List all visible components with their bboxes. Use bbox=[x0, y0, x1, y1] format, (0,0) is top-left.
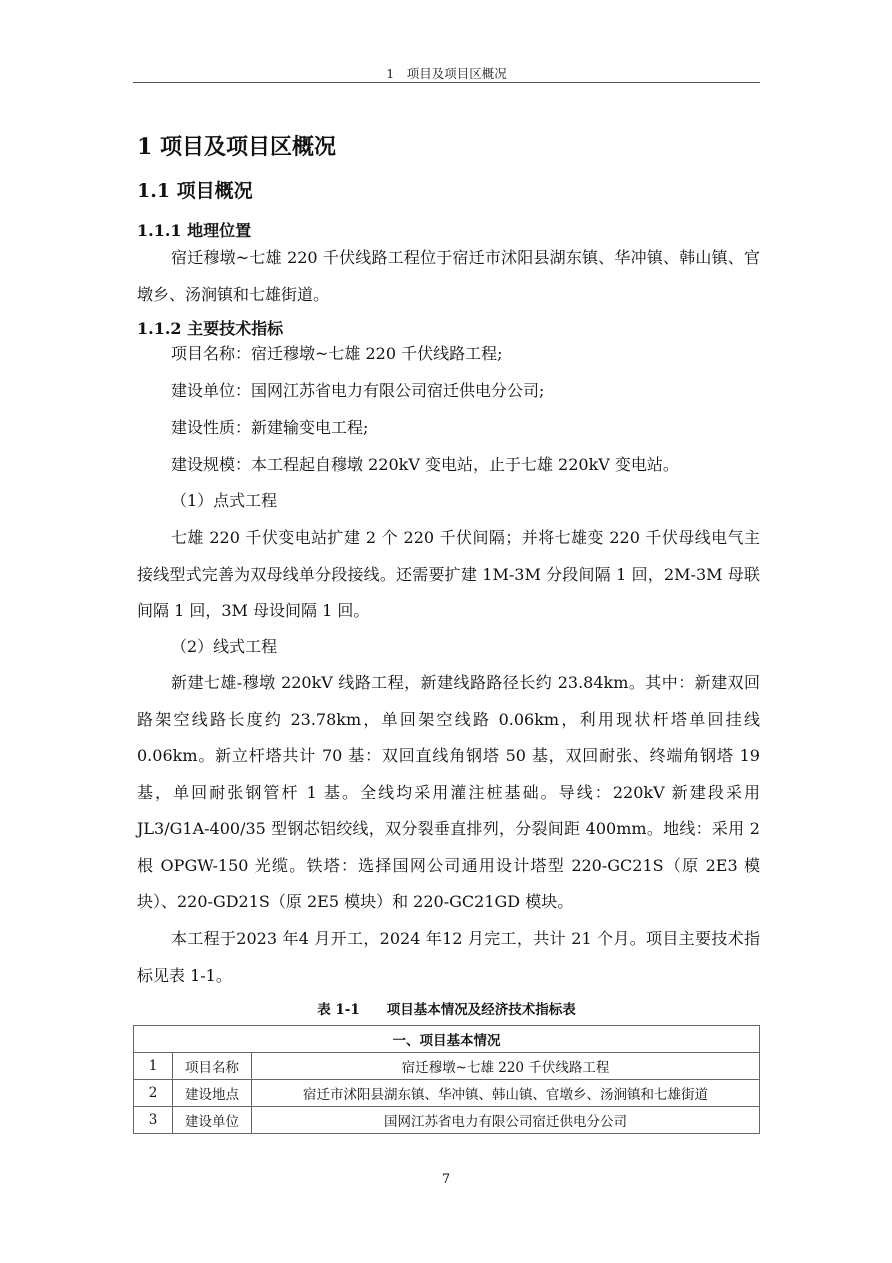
row-value: 国网江苏省电力有限公司宿迁供电分公司 bbox=[252, 1107, 760, 1134]
row-number: 3 bbox=[134, 1107, 173, 1134]
schedule-paragraph: 本工程于2023 年4 月开工，2024 年12 月完工，共计 21 个月。项目主要技术指标见表 1-1。 bbox=[137, 929, 760, 985]
project-info-table bbox=[133, 1025, 760, 1134]
running-header: 1 项目及项目区概况 bbox=[386, 66, 507, 81]
table-row bbox=[134, 1107, 760, 1134]
subsection-title-indicators: 1.1.2 主要技术指标 bbox=[137, 319, 284, 338]
point-project-paragraph: 七雄 220 千伏变电站扩建 2 个 220 千伏间隔；并将七雄变 220 千伏母线电气主接线型式完善为双母线单分段接线。还需要扩建 1M-3M 分段间隔 1 回，2M-3M 母联间隔 1 回，3M 母设间隔 1 回。 bbox=[137, 528, 760, 620]
line-project-paragraph: 新建七雄-穆墩 220kV 线路工程，新建线路路径长约 23.84km。其中：新建双回路架空线路长度约 23.78km，单回架空线路 0.06km，利用现状杆塔单回挂线 0.06km。新立杆塔共计 70 基：双回直线角钢塔 50 基，双回耐张、终端角钢塔 19 基，单回耐张钢管杆 1 基。全线均采用灌注桩基础。导线：220kV 新建段采用 JL3/G1A-400/35 型钢芯铝绞线，双分裂垂直排列，分裂间距 400mm。地线：采用 2 根 OPGW-150 光缆。铁塔：选择国网公司通用设计塔型 220-GC21S（原 2E3 模块）、220-GD21S（原 2E5 模块）和 220-GC21GD 模块。 bbox=[137, 673, 760, 911]
line-project-title: （2）线式工程 bbox=[171, 637, 278, 656]
table-section-title: 一、项目基本情况 bbox=[134, 1026, 760, 1053]
row-number: 2 bbox=[134, 1080, 173, 1107]
row-label: 项目名称 bbox=[173, 1053, 252, 1080]
row-number: 1 bbox=[134, 1053, 173, 1080]
location-paragraph: 宿迁穆墩~七雄 220 千伏线路工程位于宿迁市沭阳县湖东镇、华冲镇、韩山镇、官墩乡、汤涧镇和七雄街道。 bbox=[137, 248, 760, 304]
table-row bbox=[134, 1053, 760, 1080]
header-divider bbox=[133, 82, 760, 83]
row-label: 建设地点 bbox=[173, 1080, 252, 1107]
row-value: 宿迁穆墩~七雄 220 千伏线路工程 bbox=[252, 1053, 760, 1080]
chapter-title: 1 项目及项目区概况 bbox=[137, 134, 336, 160]
row-label: 建设单位 bbox=[173, 1107, 252, 1134]
subsection-title-location: 1.1.1 地理位置 bbox=[137, 221, 252, 240]
table-caption: 表 1-1 项目基本情况及经济技术指标表 bbox=[317, 1002, 576, 1018]
nature-line: 建设性质：新建输变电工程; bbox=[171, 418, 369, 437]
table-row bbox=[134, 1080, 760, 1107]
scale-line: 建设规模：本工程起自穆墩 220kV 变电站，止于七雄 220kV 变电站。 bbox=[171, 455, 679, 474]
builder-line: 建设单位：国网江苏省电力有限公司宿迁供电分公司; bbox=[171, 381, 545, 400]
page-number: 7 bbox=[441, 1172, 451, 1187]
point-project-title: （1）点式工程 bbox=[171, 491, 278, 510]
project-name-line: 项目名称：宿迁穆墩~七雄 220 千伏线路工程; bbox=[171, 344, 503, 363]
section-title: 1.1 项目概况 bbox=[137, 180, 253, 202]
row-value: 宿迁市沭阳县湖东镇、华冲镇、韩山镇、官墩乡、汤涧镇和七雄街道 bbox=[252, 1080, 760, 1107]
table-section-row bbox=[134, 1026, 760, 1053]
